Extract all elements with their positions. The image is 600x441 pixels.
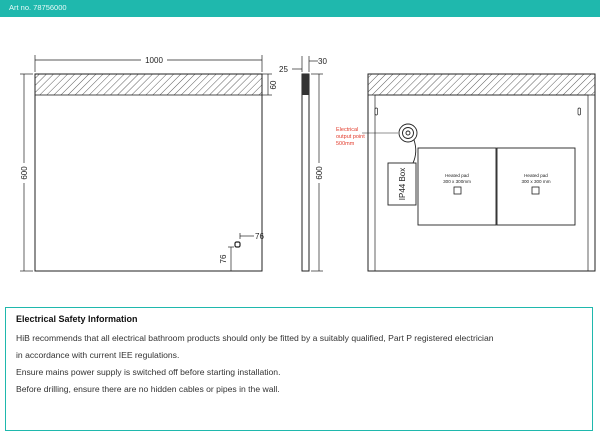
hanging-slot-right <box>578 108 581 115</box>
safety-title: Electrical Safety Information <box>16 314 138 324</box>
hanging-slot-left <box>375 108 378 115</box>
heated-pad-left-size: 300 x 300mm <box>443 179 471 184</box>
heated-pad-left-connector <box>454 187 461 194</box>
electrical-label-line3: 500mm <box>336 141 355 147</box>
front-top-band <box>35 74 262 95</box>
heated-pad-right-title: Heated pad <box>524 173 548 178</box>
side-top-block <box>302 74 309 95</box>
sensor-bottom-offset-label: 76 <box>219 254 228 264</box>
heated-pad-right <box>497 148 575 225</box>
heated-pad-left-title: Heated pad <box>445 173 469 178</box>
sensor-switch <box>235 242 240 247</box>
side-depth-label-a: 25 <box>279 65 288 74</box>
side-depth-label-b: 30 <box>318 57 327 66</box>
front-width-label: 1000 <box>145 56 163 65</box>
heated-pad-left <box>418 148 496 225</box>
side-profile <box>302 74 309 271</box>
front-mirror-outline <box>35 74 262 271</box>
safety-line: in accordance with current IEE regulations. <box>16 350 180 360</box>
electrical-label-line1: Electrical <box>336 127 359 133</box>
front-band-label: 60 <box>269 80 278 90</box>
sensor-side-offset-label: 76 <box>255 232 264 241</box>
article-number: Art no. 78756000 <box>9 3 67 12</box>
side-height-label: 600 <box>315 166 324 180</box>
electrical-label-line2: output point <box>336 134 365 140</box>
side-view <box>279 56 327 271</box>
back-view <box>336 74 595 271</box>
heated-pad-right-connector <box>532 187 539 194</box>
electrical-safety-panel <box>5 307 593 431</box>
front-height-label: 600 <box>20 166 29 180</box>
heated-pad-right-size: 300 x 300 mm <box>521 179 551 184</box>
ip44-label: IP44 Box <box>398 167 407 201</box>
front-view <box>19 55 278 271</box>
safety-line: Ensure mains power supply is switched off before starting installation. <box>16 367 281 377</box>
back-top-band <box>368 74 595 95</box>
safety-line: Before drilling, ensure there are no hidden cables or pipes in the wall. <box>16 384 280 394</box>
safety-line: HiB recommends that all electrical bathroom products should only be fitted by a suitably qualified, Part P registered electrician <box>16 333 494 343</box>
